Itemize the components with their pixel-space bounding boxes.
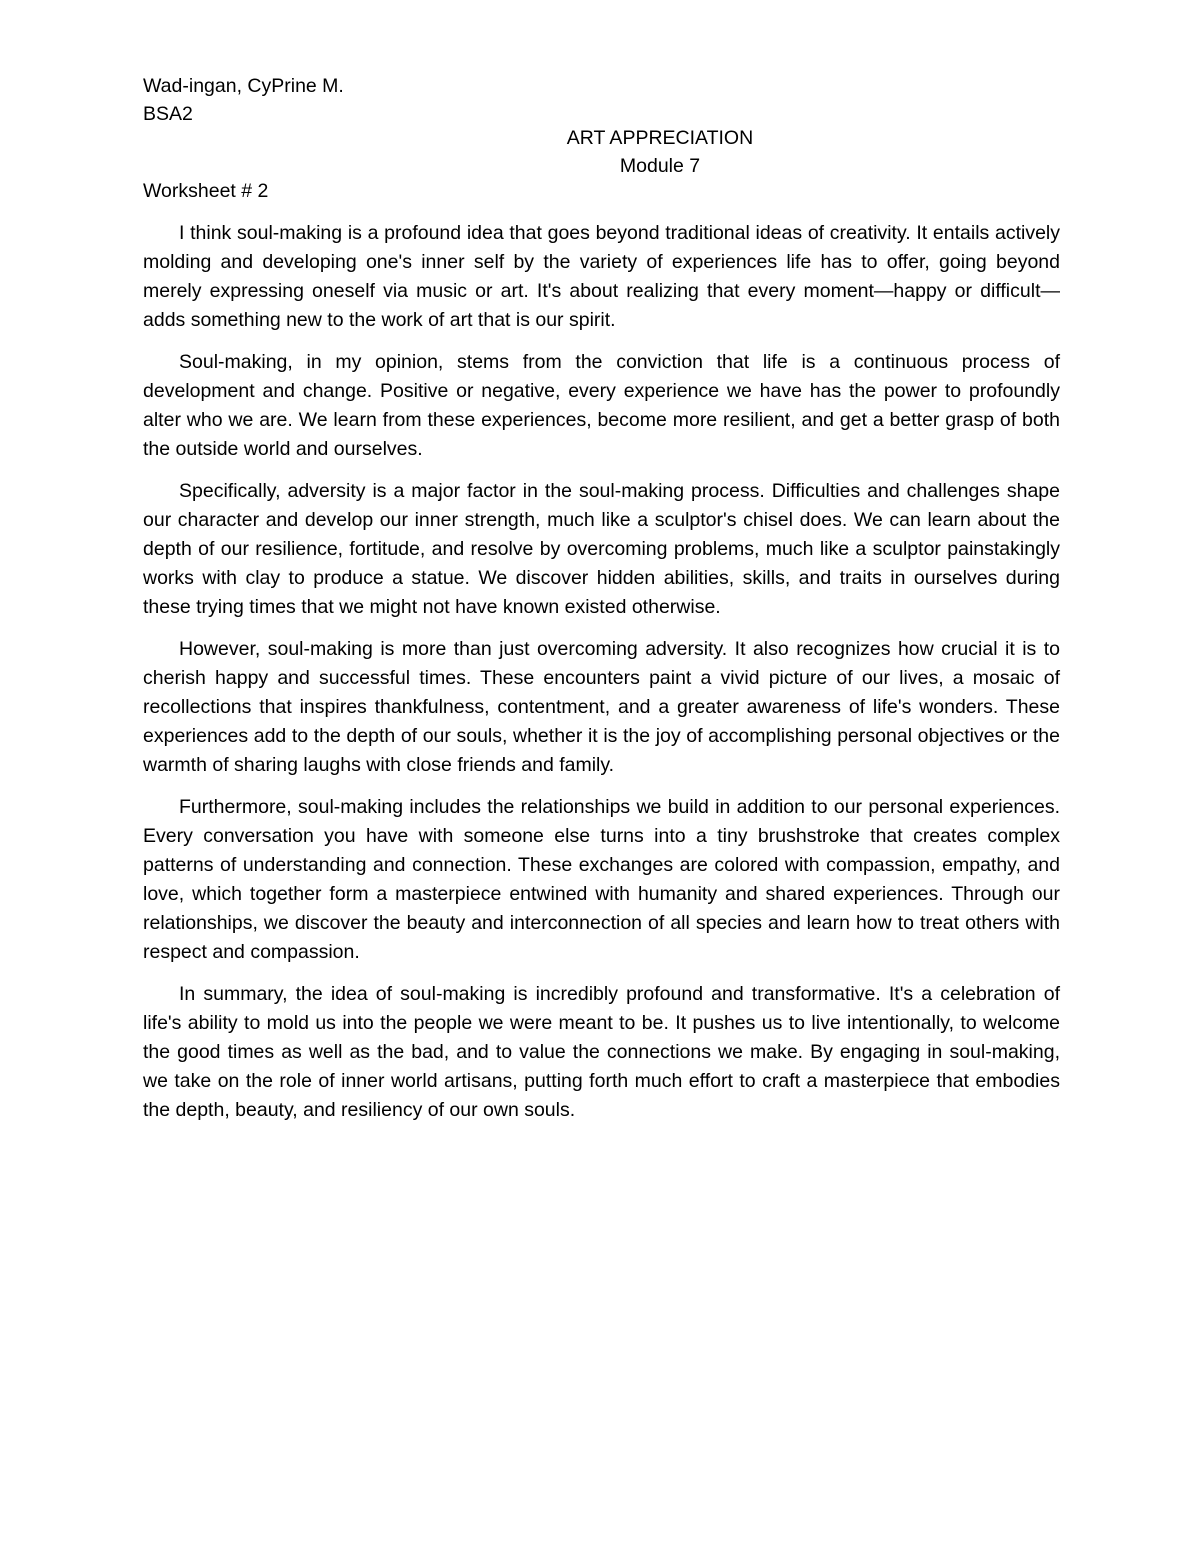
paragraph-2: Soul-making, in my opinion, stems from the conviction that life is a continuous process of development and change. Positive or negative, every experience we have has the power to profoundly alter who we are. We learn from these experiences, become more resilient, and get a better grasp of both the outside world and ourselves. xyxy=(143,351,1060,460)
paragraph-6: In summary, the idea of soul-making is incredibly profound and transformative. It's a celebration of life's ability to mold us into the people we were meant to be. It pushes us to live intentionally, to welcome the good times as well as the bad, and to value the connections we make. By engaging in soul-making, we take on the role of inner world artisans, putting forth much effort to craft a masterpiece that embodies the depth, beauty, and resiliency of our own souls. xyxy=(143,983,1060,1121)
paragraph-1: I think soul-making is a profound idea that goes beyond traditional ideas of creativity. It entails actively molding and developing one's inner self by the variety of experiences life has to offer, going beyond merely expressing oneself via music or art. It's about realizing that every moment—happy or difficult—adds something new to the work of art that is our spirit. xyxy=(143,222,1060,331)
paragraph-3: Specifically, adversity is a major factor in the soul-making process. Difficulties and challenges shape our character and develop our inner strength, much like a sculptor's chisel does. We can learn about the depth of our resilience, fortitude, and resolve by overcoming problems, much like a sculptor painstakingly works with clay to produce a statue. We discover hidden abilities, skills, and traits in ourselves during these trying times that we might not have known existed otherwise. xyxy=(143,480,1060,618)
worksheet-label: Worksheet # 2 xyxy=(143,180,269,202)
module-label: Module 7 xyxy=(619,155,701,177)
paragraph-5: Furthermore, soul-making includes the relationships we build in addition to our personal experiences. Every conversation you have with someone else turns into a tiny brushstroke that creates complex patterns of understanding and connection. These exchanges are colored with compassion, empathy, and love, which together form a masterpiece entwined with humanity and shared experiences. Through our relationships, we discover the beauty and interconnection of all species and learn how to treat others with respect and compassion. xyxy=(143,796,1060,963)
student-name: Wad-ingan, CyPrine M. xyxy=(143,75,344,97)
essay-body xyxy=(143,219,1060,1138)
subject-title: ART APPRECIATION xyxy=(566,127,754,149)
paragraph-4: However, soul-making is more than just overcoming adversity. It also recognizes how crucial it is to cherish happy and successful times. These encounters paint a vivid picture of our lives, a mosaic of recollections that inspires thankfulness, contentment, and a greater awareness of life's wonders. These experiences add to the depth of our souls, whether it is the joy of accomplishing personal objectives or the warmth of sharing laughs with close friends and family. xyxy=(143,638,1060,776)
student-section: BSA2 xyxy=(143,103,193,125)
